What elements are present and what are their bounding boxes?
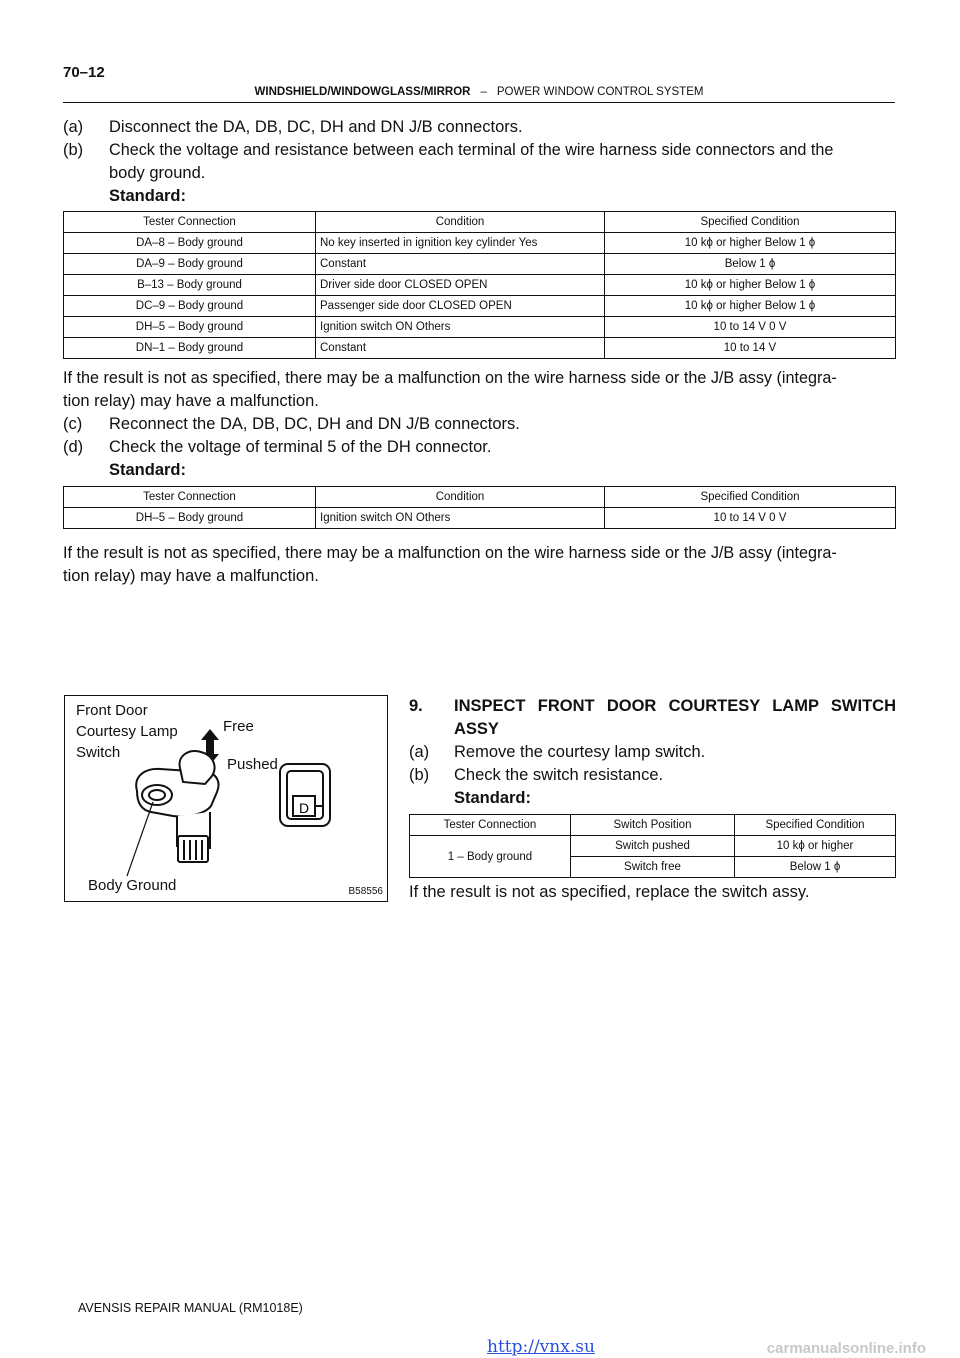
step-label: (c)	[63, 415, 83, 433]
table-cell: Passenger side door CLOSED OPEN	[316, 296, 605, 317]
table-row	[64, 296, 896, 317]
section-title: INSPECT FRONT DOOR COURTESY LAMP SWITCH	[454, 697, 896, 715]
step-text: Check the voltage and resistance between each terminal of the wire harness side connectors and the	[109, 141, 834, 159]
table-cell: DN–1 – Body ground	[64, 338, 316, 359]
courtesy-switch-icon	[136, 751, 218, 862]
header-separator: –	[480, 86, 487, 98]
table-cell: 10 kϕ or higher Below 1 ϕ	[605, 275, 896, 296]
step-text-cont: body ground.	[109, 164, 206, 182]
table-header: Specified Condition	[735, 815, 896, 836]
header-subsection: POWER WINDOW CONTROL SYSTEM	[496, 86, 704, 98]
table-header-row	[410, 815, 896, 836]
table-header-row	[64, 212, 896, 233]
table-header: Specified Condition	[605, 487, 896, 508]
spec-table-2	[63, 486, 896, 529]
connector-icon	[280, 764, 330, 826]
table-cell: Below 1 ϕ	[605, 254, 896, 275]
step-label: (b)	[63, 141, 84, 159]
connector-letter: D	[299, 800, 310, 816]
table-header: Tester Connection	[64, 487, 316, 508]
section9-note: If the result is not as specified, replace the switch assy.	[409, 883, 810, 901]
table-cell: 10 kϕ or higher Below 1 ϕ	[605, 233, 896, 254]
section-header	[63, 86, 895, 103]
table-cell: DH–5 – Body ground	[64, 508, 316, 529]
table-header: Tester Connection	[64, 212, 316, 233]
table-cell: No key inserted in ignition key cylinder Yes	[316, 233, 605, 254]
header-section: WINDSHIELD/WINDOWGLASS/MIRROR	[254, 86, 471, 98]
standard-label: Standard:	[109, 187, 187, 205]
switch-illustration	[65, 696, 387, 901]
standard-label: Standard:	[109, 461, 187, 479]
table-cell: B–13 – Body ground	[64, 275, 316, 296]
footer: AVENSIS REPAIR MANUAL (RM1018E)	[78, 1301, 303, 1315]
table-header: Switch Position	[571, 815, 735, 836]
table-header-row	[64, 487, 896, 508]
switch-spec-table	[409, 814, 896, 878]
watermark: carmanualsonline.info	[766, 1340, 926, 1357]
step-label: (a)	[409, 743, 430, 761]
section-title-cont: ASSY	[454, 720, 499, 738]
standard-label: Standard:	[454, 789, 532, 807]
table-cell: 10 kϕ or higher	[735, 836, 896, 857]
table-row	[64, 338, 896, 359]
table-cell: DA–8 – Body ground	[64, 233, 316, 254]
page-number: 70–12	[63, 64, 105, 81]
step-text: Check the voltage of terminal 5 of the DH connector.	[109, 438, 492, 456]
table-header: Tester Connection	[410, 815, 571, 836]
table-cell: DH–5 – Body ground	[64, 317, 316, 338]
table-row	[64, 254, 896, 275]
table-cell: 10 to 14 V	[605, 338, 896, 359]
table-cell: 10 to 14 V 0 V	[605, 317, 896, 338]
step-text: Check the switch resistance.	[454, 766, 664, 784]
table-cell: Constant	[316, 254, 605, 275]
section-number: 9.	[409, 697, 423, 715]
table-cell: 10 to 14 V 0 V	[605, 508, 896, 529]
table-header: Condition	[316, 487, 605, 508]
result-note-line: tion relay) may have a malfunction.	[63, 567, 319, 585]
switch-figure	[64, 695, 388, 902]
watermark-link[interactable]: http://vnx.su	[487, 1337, 595, 1357]
step-label: (b)	[409, 766, 430, 784]
result-note-line: If the result is not as specified, there may be a malfunction on the wire harness side or the J/B assy (integra-	[63, 369, 837, 387]
table-cell: DA–9 – Body ground	[64, 254, 316, 275]
step-text: Remove the courtesy lamp switch.	[454, 743, 706, 761]
result-note-line: If the result is not as specified, there may be a malfunction on the wire harness side or the J/B assy (integra-	[63, 544, 837, 562]
figure-label-line: Courtesy Lamp	[76, 723, 178, 740]
table-cell: Switch pushed	[571, 836, 735, 857]
spec-table-1	[63, 211, 896, 359]
step-text: Reconnect the DA, DB, DC, DH and DN J/B connectors.	[109, 415, 520, 433]
table-header: Condition	[316, 212, 605, 233]
figure-label-pushed: Pushed	[227, 756, 278, 773]
table-cell: Below 1 ϕ	[735, 857, 896, 878]
leader-line	[127, 802, 153, 876]
figure-label-line: Front Door	[76, 702, 148, 719]
table-cell: 1 – Body ground	[410, 836, 571, 878]
step-text: Disconnect the DA, DB, DC, DH and DN J/B connectors.	[109, 118, 523, 136]
table-header: Specified Condition	[605, 212, 896, 233]
table-cell: DC–9 – Body ground	[64, 296, 316, 317]
table-row	[64, 317, 896, 338]
table-cell: Switch free	[571, 857, 735, 878]
table-cell: 10 kϕ or higher Below 1 ϕ	[605, 296, 896, 317]
figure-label-line: Switch	[76, 744, 121, 761]
table-cell: Ignition switch ON Others	[316, 317, 605, 338]
figure-label-free: Free	[223, 718, 254, 735]
table-row	[64, 508, 896, 529]
result-note-line: tion relay) may have a malfunction.	[63, 392, 319, 410]
step-label: (d)	[63, 438, 84, 456]
figure-code: B58556	[348, 886, 383, 897]
table-row	[64, 233, 896, 254]
table-cell: Constant	[316, 338, 605, 359]
figure-label-body-ground: Body Ground	[88, 877, 177, 894]
table-cell: Driver side door CLOSED OPEN	[316, 275, 605, 296]
table-cell: Ignition switch ON Others	[316, 508, 605, 529]
table-row	[64, 275, 896, 296]
step-label: (a)	[63, 118, 84, 136]
table-row	[410, 836, 896, 857]
